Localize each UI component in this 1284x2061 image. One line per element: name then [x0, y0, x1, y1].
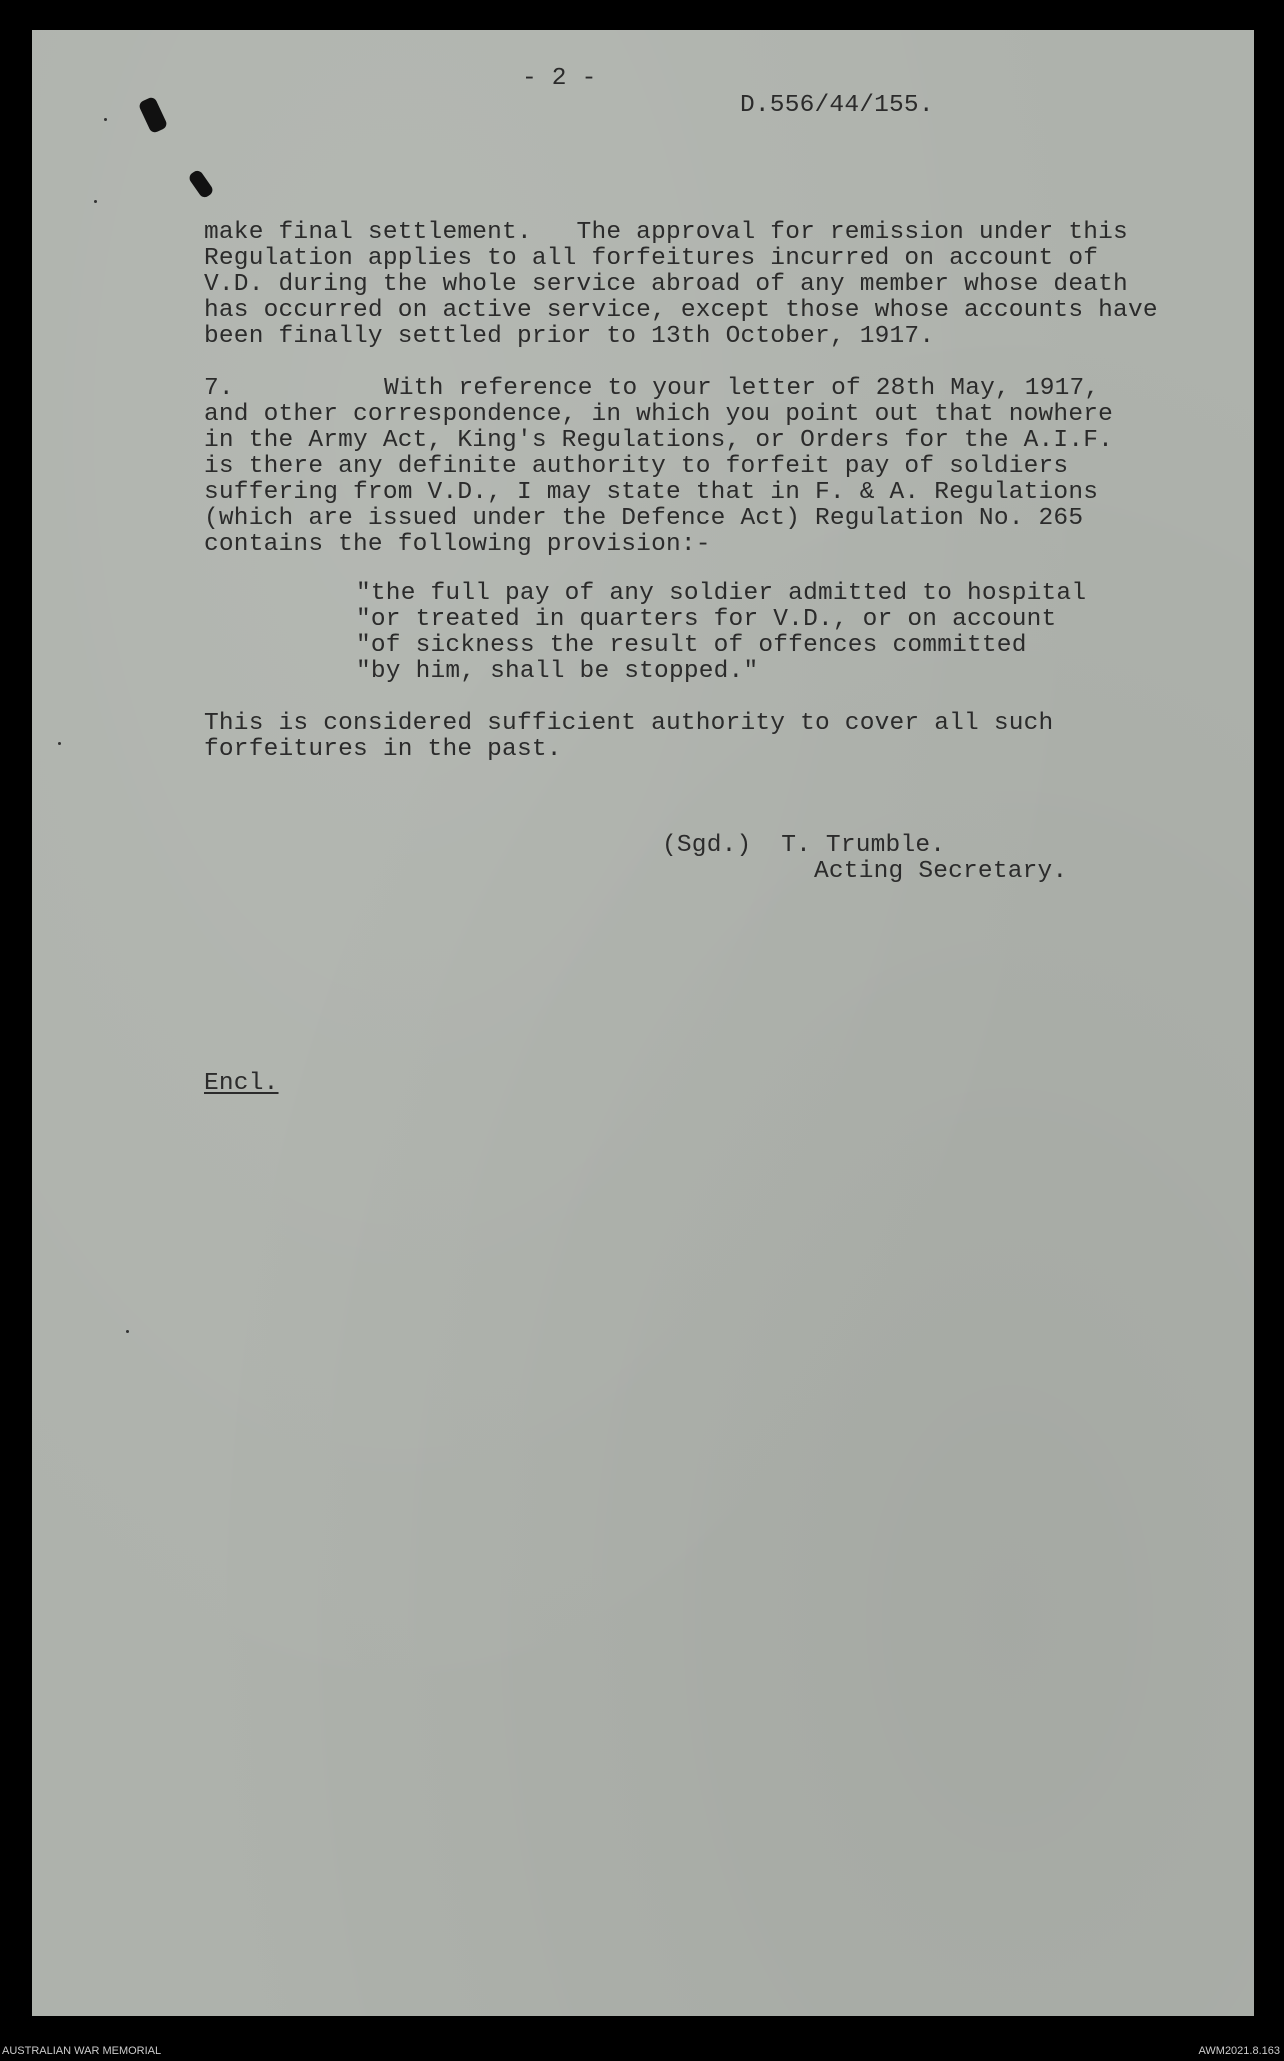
text-line: Regulation applies to all forfeitures incurred on account of: [204, 245, 1099, 272]
quote-line: "the full pay of any soldier admitted to hospital: [356, 580, 1087, 607]
text-line: has occurred on active service, except those whose accounts have: [204, 297, 1158, 324]
speck: [94, 200, 97, 203]
reference-number: D.556/44/155.: [740, 92, 934, 119]
text-line: suffering from V.D., I may state that in F. & A. Regulations: [204, 479, 1099, 506]
punch-hole-bottom: [187, 169, 215, 200]
quote-line: "or treated in quarters for V.D., or on account: [356, 606, 1057, 633]
speck: [104, 118, 107, 121]
text-line: in the Army Act, King's Regulations, or Orders for the A.I.F.: [204, 427, 1114, 454]
signatory-title: Acting Secretary.: [814, 858, 1068, 885]
document-page: [32, 30, 1254, 2016]
text-line: been finally settled prior to 13th October, 1917.: [204, 323, 935, 350]
text-line: With reference to your letter of 28th May, 1917,: [384, 375, 1100, 402]
page-number: - 2 -: [522, 65, 597, 92]
quote-line: "of sickness the result of offences committed: [356, 632, 1027, 659]
archive-credit: AUSTRALIAN WAR MEMORIAL: [2, 2045, 162, 2057]
text-line: (which are issued under the Defence Act) Regulation No. 265: [204, 505, 1084, 532]
text-line: make final settlement. The approval for remission under this: [204, 219, 1128, 246]
text-line: is there any definite authority to forfeit pay of soldiers: [204, 453, 1069, 480]
text-line: V.D. during the whole service abroad of any member whose death: [204, 271, 1128, 298]
text-line: forfeitures in the past.: [204, 736, 562, 763]
speck: [58, 742, 61, 745]
quote-line: "by him, shall be stopped.": [356, 658, 759, 685]
signature-line: (Sgd.) T. Trumble.: [662, 832, 946, 859]
text-line: and other correspondence, in which you point out that nowhere: [204, 401, 1114, 428]
text-line: This is considered sufficient authority to cover all such: [204, 710, 1054, 737]
text-line: contains the following provision:-: [204, 531, 711, 558]
archive-reference: AWM2021.8.163: [1198, 2045, 1280, 2057]
enclosure-note: Encl.: [204, 1070, 279, 1097]
paragraph-number: 7.: [204, 375, 234, 402]
punch-hole-top: [138, 96, 169, 134]
speck: [126, 1330, 129, 1333]
